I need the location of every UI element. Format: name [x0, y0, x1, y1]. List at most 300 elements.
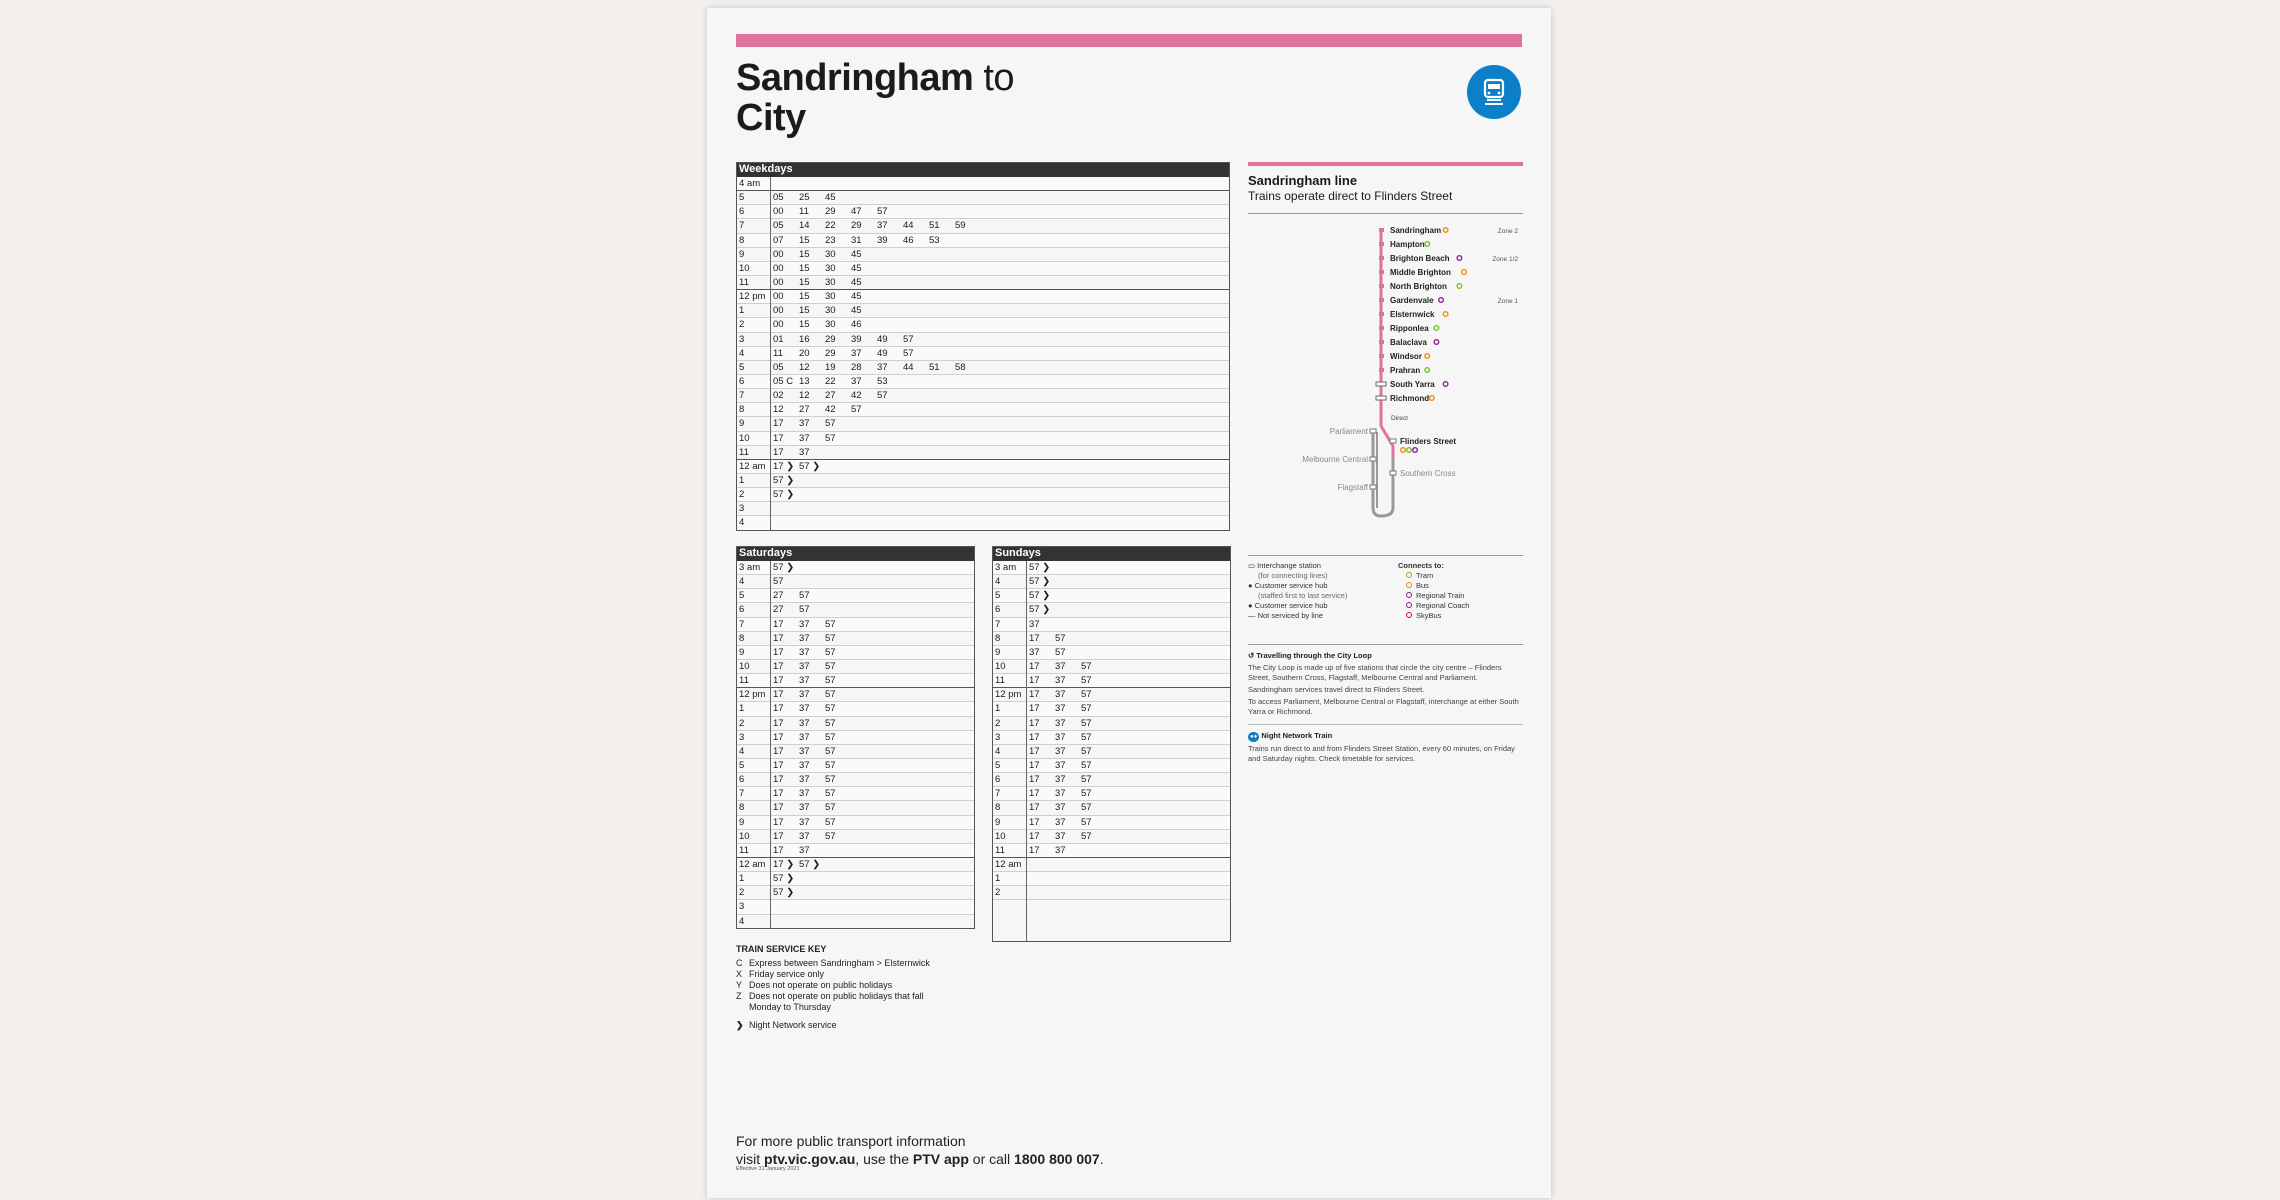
city-loop-text-1: The City Loop is made up of five stations that circle the city centre – Flinders Street, Southern Cross, Flagstaff, Melbourne Central and Parliament. [1248, 663, 1502, 682]
ptv-app-link: PTV app [912, 1151, 969, 1167]
minute-cell: 47 [851, 206, 862, 218]
loop-station-name: Flagstaff [1337, 483, 1368, 492]
hour-cell: 8 [739, 234, 745, 246]
table-row [736, 660, 975, 674]
minute-cell: 17 [1029, 774, 1040, 786]
minute-cell: 44 [903, 361, 914, 373]
table-row [736, 589, 975, 603]
hour-cell: 11 [739, 675, 749, 687]
minute-cell: 57 [1081, 802, 1092, 814]
hour-cell: 2 [995, 717, 1001, 729]
minute-cell: 37 [799, 717, 810, 729]
connection-dot-icon [1443, 228, 1448, 233]
hour-cell: 2 [995, 887, 1001, 899]
station-name: Middle Brighton [1390, 268, 1451, 277]
table-row [736, 886, 975, 900]
station-name: Windsor [1390, 352, 1422, 361]
minute-cell: 37 [799, 446, 810, 458]
minute-cell: 57 [1081, 745, 1092, 757]
hour-cell: 12 am [739, 858, 766, 870]
station-tick [1379, 340, 1384, 344]
minute-cell: 37 [799, 646, 810, 658]
table-row [736, 561, 975, 575]
legend-text: Customer service hub [1254, 581, 1328, 590]
key-item [736, 958, 930, 969]
minute-cell: 15 [799, 305, 810, 317]
minute-cell: 17 [1029, 632, 1040, 644]
night-network-label: Night Network service [749, 1020, 837, 1030]
city-loop-heading [1248, 651, 1523, 661]
connects-dot-icon [1406, 612, 1412, 618]
table-row [736, 389, 1230, 403]
loop-station-name: Southern Cross [1400, 469, 1456, 478]
table-row [736, 276, 1230, 290]
table-row [992, 801, 1231, 815]
loop-station-name: Melbourne Central [1302, 455, 1368, 464]
loop-station-name: Flinders Street [1400, 437, 1457, 446]
station-name: Brighton Beach [1390, 254, 1450, 263]
table-row [992, 646, 1231, 660]
train-service-key [736, 944, 930, 1031]
minute-cell: 17 [773, 660, 784, 672]
table-row [736, 745, 975, 759]
key-item [736, 980, 930, 991]
minute-cell: 45 [825, 192, 836, 204]
map-legend [1248, 555, 1523, 621]
key-symbol: X [736, 969, 743, 979]
legend-item [1248, 601, 1398, 611]
hour-cell: 4 [739, 745, 745, 757]
hour-cell: 12 pm [739, 291, 766, 303]
city-loop-heading-text: Travelling through the City Loop [1256, 651, 1372, 660]
hour-cell: 10 [739, 432, 750, 444]
hour-cell: 5 [995, 759, 1001, 771]
table-row [736, 516, 1230, 530]
table-row [736, 688, 975, 702]
connection-dot-icon [1443, 312, 1448, 317]
minute-cell: 01 [773, 333, 784, 345]
minute-cell: 59 [955, 220, 966, 232]
minute-cell: 05 [773, 192, 784, 204]
minute-cell: 57 [851, 404, 862, 416]
minute-cell: 17 [773, 689, 784, 701]
connects-item [1398, 591, 1469, 601]
connects-text: Regional Coach [1416, 601, 1470, 610]
table-row [992, 759, 1231, 773]
minute-cell: 37 [1055, 816, 1066, 828]
minute-cell: 57 [1081, 731, 1092, 743]
minute-cell: 00 [773, 248, 784, 260]
city-loop-text-2: Sandringham services travel direct to Flinders Street. [1248, 685, 1425, 694]
minute-cell: 17 [773, 731, 784, 743]
minute-cell: 57 [825, 759, 836, 771]
table-row [992, 618, 1231, 632]
minute-cell: 57 [825, 802, 836, 814]
sundays-timetable [992, 546, 1231, 942]
line-pink-rule [1248, 162, 1523, 166]
minute-cell: 49 [877, 347, 888, 359]
station-name: Sandringham [1390, 226, 1442, 235]
minute-cell: 53 [929, 234, 940, 246]
minute-cell: 17 [773, 717, 784, 729]
connects-dot-icon [1406, 572, 1412, 578]
hour-cell: 7 [995, 788, 1001, 800]
minute-cell: 15 [799, 262, 810, 274]
minute-cell: 37 [799, 660, 810, 672]
minute-cell: 05 [773, 220, 784, 232]
minute-cell: 45 [851, 291, 862, 303]
table-row [736, 816, 975, 830]
minute-cell: 45 [851, 276, 862, 288]
minute-cell: 00 [773, 319, 784, 331]
minute-cell: 57 [825, 774, 836, 786]
key-heading: TRAIN SERVICE KEY [736, 944, 827, 954]
minute-cell: 17 [773, 774, 784, 786]
table-row [736, 290, 1230, 304]
table-row [992, 603, 1231, 617]
hour-cell: 3 [739, 503, 745, 515]
table-row [736, 674, 975, 688]
legend-item [1248, 561, 1398, 581]
table-row [736, 446, 1230, 460]
minute-cell: 17 [773, 675, 784, 687]
hour-cell: 3 am [739, 562, 761, 573]
connection-dot-icon [1457, 256, 1462, 261]
hour-cell: 9 [739, 418, 745, 430]
legend-text: Not serviced by line [1257, 611, 1324, 620]
connects-text: SkyBus [1416, 611, 1442, 620]
connects-item [1398, 571, 1469, 581]
table-row [992, 589, 1231, 603]
minute-cell: 15 [799, 276, 810, 288]
key-symbol [736, 1002, 749, 1013]
minute-cell: 37 [1055, 802, 1066, 814]
connection-dot-icon [1434, 340, 1439, 345]
table-row [736, 731, 975, 745]
minute-cell: 57 [903, 347, 914, 359]
zone-label: Zone 2 [1497, 228, 1518, 235]
table-row [992, 674, 1231, 688]
hour-cell: 10 [995, 660, 1006, 672]
minute-cell: 57 [1081, 689, 1092, 701]
minute-cell: 29 [825, 206, 836, 218]
hour-cell: 12 pm [995, 689, 1022, 701]
hour-cell: 7 [739, 788, 745, 800]
connection-dot-icon [1425, 354, 1430, 359]
minute-cell: 12 [799, 390, 810, 402]
minute-cell: 00 [773, 305, 784, 317]
minute-cell: 17 [773, 745, 784, 757]
loop-station-tick [1370, 429, 1376, 433]
table-row [992, 787, 1231, 801]
minute-cell: 37 [1055, 731, 1066, 743]
hour-cell: 3 [739, 333, 745, 345]
city-loop-text-3: To access Parliament, Melbourne Central or Flagstaff, interchange at either South Yarra or Richmond. [1248, 697, 1519, 716]
train-mode-icon [1467, 65, 1521, 119]
minute-cell: 57 [1081, 788, 1092, 800]
hour-cell: 5 [739, 759, 745, 771]
station-name: Gardenvale [1390, 296, 1434, 305]
connects-dot-icon [1406, 592, 1412, 598]
hour-cell: 12 pm [739, 689, 766, 701]
minute-cell: 28 [851, 361, 862, 373]
saturdays-header: Saturdays [736, 546, 975, 561]
minute-cell: 30 [825, 262, 836, 274]
night-network-text: Trains run direct to and from Flinders Street Station, every 60 minutes, on Friday and Saturday nights. Check timetable for services. [1248, 744, 1515, 763]
table-row [992, 632, 1231, 646]
minute-cell: 37 [1055, 703, 1066, 715]
minute-cell: 37 [799, 774, 810, 786]
connection-dot-icon [1462, 270, 1467, 275]
minute-cell: 17 [773, 418, 784, 430]
station-tick [1379, 312, 1384, 316]
hour-cell: 11 [739, 844, 749, 856]
minute-cell: 17 [773, 646, 784, 658]
minute-cell: 17 [1029, 759, 1040, 771]
connects-dot-icon [1406, 602, 1412, 608]
table-row [992, 844, 1231, 858]
table-row [736, 632, 975, 646]
table-row [736, 191, 1230, 205]
minute-cell: 20 [799, 347, 810, 359]
table-row [736, 417, 1230, 431]
table-row [736, 858, 975, 872]
minute-cell: 17 [773, 759, 784, 771]
hour-cell: 6 [739, 206, 745, 218]
minute-cell: 15 [799, 234, 810, 246]
minute-cell: 37 [1055, 774, 1066, 786]
station-tick [1379, 298, 1384, 302]
minute-cell: 37 [1029, 618, 1040, 630]
table-row [736, 603, 975, 617]
minute-cell: 57 [825, 745, 836, 757]
minute-cell: 57 [1081, 816, 1092, 828]
timetable-poster [707, 8, 1551, 1198]
hour-cell: 7 [995, 618, 1001, 630]
table-row [736, 474, 1230, 488]
table-row [736, 801, 975, 815]
table-row [736, 915, 975, 929]
minute-cell: 42 [825, 404, 836, 416]
minute-cell: 17 [773, 816, 784, 828]
minute-cell: 17 [773, 830, 784, 842]
hour-cell: 10 [739, 660, 750, 672]
minute-cell: 57 ❯ [773, 474, 795, 486]
minute-cell: 17 [1029, 830, 1040, 842]
hour-cell: 6 [995, 774, 1001, 786]
legend-icon: ▭ [1248, 561, 1258, 570]
minute-cell: 37 [799, 675, 810, 687]
minute-cell: 37 [799, 816, 810, 828]
minute-cell: 57 [1081, 759, 1092, 771]
table-row [736, 830, 975, 844]
minute-cell: 57 ❯ [799, 460, 821, 472]
flinders-connection-icon [1407, 448, 1412, 453]
minute-cell: 37 [799, 731, 810, 743]
minute-cell: 57 [1081, 660, 1092, 672]
footer-use: , use the [855, 1151, 909, 1167]
minute-cell: 17 [1029, 731, 1040, 743]
footer-call: or call [972, 1151, 1011, 1167]
key-symbol: Y [736, 980, 743, 990]
minute-cell: 57 [799, 590, 810, 602]
hour-cell: 10 [739, 830, 750, 842]
hour-cell: 1 [739, 474, 745, 486]
minute-cell: 11 [773, 347, 783, 359]
minute-cell: 57 [1055, 646, 1066, 658]
station-tick [1379, 326, 1384, 330]
minute-cell: 37 [799, 788, 810, 800]
hour-cell: 3 [739, 731, 745, 743]
minute-cell: 37 [799, 830, 810, 842]
ptv-website-link[interactable]: ptv.vic.gov.au [764, 1151, 856, 1167]
minute-cell: 07 [773, 234, 784, 246]
table-row [992, 731, 1231, 745]
hour-cell: 10 [739, 262, 750, 274]
minute-cell: 45 [851, 262, 862, 274]
minute-cell: 29 [825, 333, 836, 345]
minute-cell: 17 [1029, 788, 1040, 800]
minute-cell: 37 [851, 375, 862, 387]
saturdays-timetable [736, 546, 975, 929]
connects-dot-icon [1406, 582, 1412, 588]
legend-icon: — [1248, 611, 1258, 620]
minute-cell: 57 [1081, 703, 1092, 715]
station-tick [1379, 284, 1384, 288]
table-row [736, 900, 975, 914]
connects-item [1398, 611, 1469, 621]
weekdays-header: Weekdays [736, 162, 1230, 177]
minute-cell: 49 [877, 333, 888, 345]
table-row [992, 773, 1231, 787]
hour-cell: 1 [739, 305, 745, 317]
hour-cell: 4 [995, 745, 1001, 757]
hour-cell: 8 [995, 632, 1001, 644]
minute-cell: 37 [799, 844, 810, 856]
minute-cell: 12 [799, 361, 810, 373]
station-tick [1376, 396, 1386, 400]
table-row [736, 205, 1230, 219]
legend-text: Interchange station [1257, 561, 1321, 570]
minute-cell: 17 [773, 802, 784, 814]
minute-cell: 57 ❯ [799, 858, 821, 870]
minute-cell: 16 [799, 333, 810, 345]
minute-cell: 13 [799, 375, 810, 387]
connection-dot-icon [1434, 326, 1439, 331]
station-name: Elsternwick [1390, 310, 1435, 319]
minute-cell: 31 [851, 234, 862, 246]
minute-cell: 44 [903, 220, 914, 232]
minute-cell: 17 [1029, 717, 1040, 729]
station-name: Hampton [1390, 240, 1425, 249]
table-row [736, 844, 975, 858]
hour-cell: 2 [739, 717, 745, 729]
minute-cell: 05 C [773, 375, 794, 387]
minute-cell: 12 [773, 404, 784, 416]
minute-cell: 00 [773, 291, 784, 303]
footer-line-2: visit ptv.vic.gov.au, use the PTV app or call 1800 800 007. [736, 1151, 1104, 1167]
legend-item [1248, 581, 1398, 601]
hour-cell: 5 [739, 590, 745, 602]
minute-cell: 17 [773, 618, 784, 630]
table-row [736, 432, 1230, 446]
loop-station-tick [1370, 457, 1376, 461]
hour-cell: 5 [739, 361, 745, 373]
minute-cell: 57 [825, 689, 836, 701]
minute-cell: 57 [825, 717, 836, 729]
line-separator [1248, 213, 1523, 214]
hour-cell: 9 [739, 248, 745, 260]
hour-cell: 5 [995, 590, 1001, 602]
hour-cell: 9 [739, 646, 745, 658]
minute-cell: 57 [825, 675, 836, 687]
connects-item [1398, 601, 1469, 611]
hour-cell: 8 [739, 404, 745, 416]
minute-cell: 37 [799, 418, 810, 430]
minute-cell: 39 [851, 333, 862, 345]
table-row [992, 830, 1231, 844]
minute-cell: 42 [851, 390, 862, 402]
hour-cell: 9 [739, 816, 745, 828]
minute-cell: 57 [825, 788, 836, 800]
title-origin: Sandringham [736, 57, 974, 99]
hour-cell: 4 [739, 915, 745, 927]
legend-text: Customer service hub [1254, 601, 1328, 610]
night-train-icon: ●● [1250, 734, 1258, 740]
key-item [736, 991, 930, 1002]
connection-dot-icon [1425, 368, 1430, 373]
table-row [992, 660, 1231, 674]
line-diagram [1248, 218, 1523, 518]
connects-text: Regional Train [1416, 591, 1465, 600]
minute-cell: 17 [1029, 675, 1040, 687]
night-network-icon: ❯ [736, 1020, 744, 1030]
minute-cell: 37 [799, 759, 810, 771]
zone-label: Zone 1/2 [1492, 256, 1518, 263]
minute-cell: 57 [799, 604, 810, 616]
minute-cell: 25 [799, 192, 810, 204]
hour-cell: 4 [739, 347, 745, 359]
minute-cell: 15 [799, 248, 810, 260]
minute-cell: 17 [1029, 844, 1040, 856]
minute-cell: 57 [825, 816, 836, 828]
minute-cell: 51 [929, 361, 940, 373]
hour-cell: 2 [739, 319, 745, 331]
page-title [736, 58, 1014, 138]
minute-cell: 14 [799, 220, 810, 232]
minute-cell: 57 [1055, 632, 1066, 644]
station-name: South Yarra [1390, 380, 1435, 389]
minute-cell: 00 [773, 262, 784, 274]
night-network-heading [1248, 731, 1523, 742]
table-row [736, 248, 1230, 262]
minute-cell: 57 ❯ [773, 873, 795, 885]
connection-dot-icon [1439, 298, 1444, 303]
minute-cell: 45 [851, 248, 862, 260]
minute-cell: 11 [799, 206, 809, 218]
minute-cell: 57 [825, 646, 836, 658]
station-name: Prahran [1390, 366, 1421, 375]
minute-cell: 57 ❯ [1029, 590, 1051, 602]
minute-cell: 57 ❯ [1029, 604, 1051, 616]
connection-dot-icon [1457, 284, 1462, 289]
minute-cell: 57 [877, 206, 888, 218]
minute-cell: 45 [851, 305, 862, 317]
key-text: Friday service only [749, 969, 825, 979]
title-connector: to [983, 57, 1015, 99]
connects-text: Tram [1416, 571, 1434, 580]
table-row [992, 816, 1231, 830]
